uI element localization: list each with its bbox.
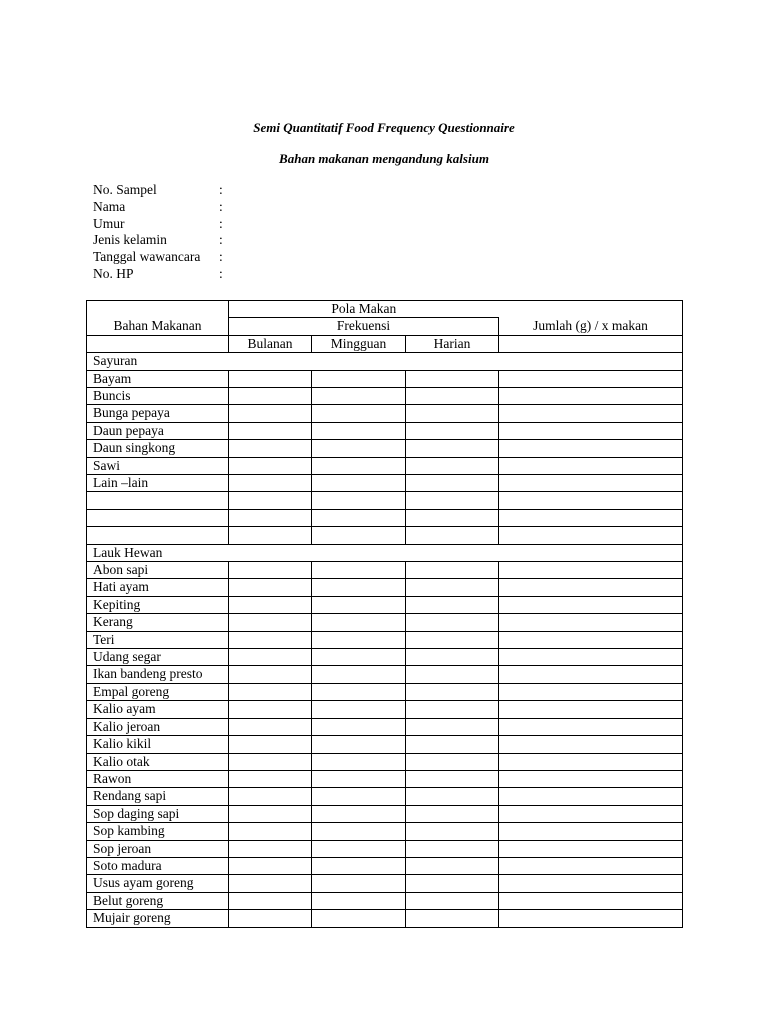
- harian-cell[interactable]: [406, 457, 499, 474]
- header-bulanan: Bulanan: [229, 335, 312, 352]
- jumlah-cell[interactable]: [499, 910, 683, 927]
- mingguan-cell[interactable]: [312, 840, 406, 857]
- bulanan-cell[interactable]: [229, 892, 312, 909]
- food-item-name: Kerang: [87, 614, 229, 631]
- food-item-name: Buncis: [87, 388, 229, 405]
- jumlah-cell[interactable]: [499, 388, 683, 405]
- header-row-main: [87, 318, 683, 335]
- mingguan-cell[interactable]: [312, 736, 406, 753]
- field-row: [93, 182, 229, 199]
- harian-cell[interactable]: [406, 910, 499, 927]
- bulanan-cell[interactable]: [229, 457, 312, 474]
- food-item-row: [87, 457, 683, 474]
- header-row-pola: [87, 301, 683, 318]
- harian-cell[interactable]: [406, 683, 499, 700]
- harian-cell[interactable]: [406, 875, 499, 892]
- field-colon: :: [219, 249, 223, 265]
- bulanan-cell[interactable]: [229, 405, 312, 422]
- food-item-name: [87, 509, 229, 526]
- bulanan-cell[interactable]: [229, 875, 312, 892]
- harian-cell[interactable]: [406, 370, 499, 387]
- header-mingguan: Mingguan: [312, 335, 406, 352]
- mingguan-cell[interactable]: [312, 649, 406, 666]
- harian-cell[interactable]: [406, 823, 499, 840]
- bulanan-cell[interactable]: [229, 492, 312, 509]
- jumlah-cell[interactable]: [499, 666, 683, 683]
- section-label: Sayuran: [87, 353, 683, 370]
- jumlah-cell[interactable]: [499, 562, 683, 579]
- food-item-row: [87, 683, 683, 700]
- food-item-name: Rawon: [87, 770, 229, 787]
- food-item-row: [87, 875, 683, 892]
- header-pola-makan: Pola Makan: [229, 301, 499, 318]
- harian-cell[interactable]: [406, 753, 499, 770]
- mingguan-cell[interactable]: [312, 440, 406, 457]
- food-frequency-table: [86, 300, 683, 928]
- harian-cell[interactable]: [406, 492, 499, 509]
- jumlah-cell[interactable]: [499, 422, 683, 439]
- food-item-name: Bunga pepaya: [87, 405, 229, 422]
- bulanan-cell[interactable]: [229, 370, 312, 387]
- jumlah-cell[interactable]: [499, 805, 683, 822]
- bulanan-cell[interactable]: [229, 475, 312, 492]
- harian-cell[interactable]: [406, 701, 499, 718]
- jumlah-cell[interactable]: [499, 440, 683, 457]
- food-item-row: [87, 857, 683, 874]
- field-colon: :: [219, 215, 223, 231]
- bulanan-cell[interactable]: [229, 910, 312, 927]
- jumlah-cell[interactable]: [499, 892, 683, 909]
- header-jumlah: Jumlah (g) / x makan: [499, 318, 683, 335]
- harian-cell[interactable]: [406, 440, 499, 457]
- harian-cell[interactable]: [406, 596, 499, 613]
- food-item-name: Sawi: [87, 457, 229, 474]
- harian-cell[interactable]: [406, 562, 499, 579]
- bulanan-cell[interactable]: [229, 562, 312, 579]
- jumlah-cell[interactable]: [499, 840, 683, 857]
- harian-cell[interactable]: [406, 666, 499, 683]
- harian-cell[interactable]: [406, 840, 499, 857]
- bulanan-cell[interactable]: [229, 422, 312, 439]
- mingguan-cell[interactable]: [312, 370, 406, 387]
- header-harian: Harian: [406, 335, 499, 352]
- section-row: [87, 544, 683, 561]
- jumlah-cell[interactable]: [499, 614, 683, 631]
- jumlah-cell[interactable]: [499, 457, 683, 474]
- food-item-name: Kalio otak: [87, 753, 229, 770]
- harian-cell[interactable]: [406, 805, 499, 822]
- bulanan-cell[interactable]: [229, 805, 312, 822]
- food-item-name: Empal goreng: [87, 683, 229, 700]
- food-item-name: Soto madura: [87, 857, 229, 874]
- food-item-name: Kalio ayam: [87, 701, 229, 718]
- questionnaire-subtitle: Bahan makanan mengandung kalsium: [279, 151, 489, 166]
- bulanan-cell[interactable]: [229, 509, 312, 526]
- jumlah-cell[interactable]: [499, 509, 683, 526]
- food-item-name: Abon sapi: [87, 562, 229, 579]
- food-item-row: [87, 440, 683, 457]
- food-item-row: [87, 840, 683, 857]
- harian-cell[interactable]: [406, 422, 499, 439]
- header-frekuensi: Frekuensi: [229, 318, 499, 335]
- mingguan-cell[interactable]: [312, 388, 406, 405]
- bulanan-cell[interactable]: [229, 527, 312, 544]
- food-item-row: [87, 579, 683, 596]
- food-item-name: Ikan bandeng presto: [87, 666, 229, 683]
- bulanan-cell[interactable]: [229, 736, 312, 753]
- jumlah-cell[interactable]: [499, 736, 683, 753]
- food-item-row: [87, 910, 683, 927]
- mingguan-cell[interactable]: [312, 492, 406, 509]
- jumlah-cell[interactable]: [499, 370, 683, 387]
- food-item-name: Hati ayam: [87, 579, 229, 596]
- field-label: Umur: [93, 215, 125, 231]
- food-item-row: [87, 701, 683, 718]
- field-row: [93, 199, 229, 216]
- food-item-row: [87, 788, 683, 805]
- field-label: Nama: [93, 198, 126, 214]
- field-row: [93, 266, 229, 283]
- food-item-row: [87, 562, 683, 579]
- mingguan-cell[interactable]: [312, 509, 406, 526]
- harian-cell[interactable]: [406, 770, 499, 787]
- mingguan-cell[interactable]: [312, 457, 406, 474]
- food-item-name: [87, 492, 229, 509]
- jumlah-cell[interactable]: [499, 857, 683, 874]
- jumlah-cell[interactable]: [499, 475, 683, 492]
- food-item-row: [87, 388, 683, 405]
- mingguan-cell[interactable]: [312, 666, 406, 683]
- mingguan-cell[interactable]: [312, 683, 406, 700]
- mingguan-cell[interactable]: [312, 631, 406, 648]
- food-item-row: [87, 805, 683, 822]
- harian-cell[interactable]: [406, 388, 499, 405]
- harian-cell[interactable]: [406, 857, 499, 874]
- harian-cell[interactable]: [406, 649, 499, 666]
- food-item-name: Lain –lain: [87, 475, 229, 492]
- jumlah-cell[interactable]: [499, 492, 683, 509]
- bulanan-cell[interactable]: [229, 753, 312, 770]
- harian-cell[interactable]: [406, 527, 499, 544]
- harian-cell[interactable]: [406, 892, 499, 909]
- mingguan-cell[interactable]: [312, 910, 406, 927]
- food-item-row: [87, 631, 683, 648]
- harian-cell[interactable]: [406, 718, 499, 735]
- jumlah-cell[interactable]: [499, 875, 683, 892]
- harian-cell[interactable]: [406, 631, 499, 648]
- header-blank-left: [87, 301, 229, 318]
- mingguan-cell[interactable]: [312, 475, 406, 492]
- jumlah-cell[interactable]: [499, 753, 683, 770]
- field-colon: :: [219, 232, 223, 248]
- harian-cell[interactable]: [406, 405, 499, 422]
- field-colon: :: [219, 265, 223, 281]
- food-item-row: [87, 422, 683, 439]
- section-row: [87, 353, 683, 370]
- mingguan-cell[interactable]: [312, 701, 406, 718]
- food-item-row: [87, 823, 683, 840]
- bulanan-cell[interactable]: [229, 614, 312, 631]
- harian-cell[interactable]: [406, 614, 499, 631]
- food-item-name: Kalio kikil: [87, 736, 229, 753]
- harian-cell[interactable]: [406, 579, 499, 596]
- food-item-name: [87, 527, 229, 544]
- food-item-row: [87, 370, 683, 387]
- bulanan-cell[interactable]: [229, 770, 312, 787]
- food-item-row: [87, 527, 683, 544]
- jumlah-cell[interactable]: [499, 405, 683, 422]
- food-item-name: Sop daging sapi: [87, 805, 229, 822]
- jumlah-cell[interactable]: [499, 823, 683, 840]
- jumlah-cell[interactable]: [499, 527, 683, 544]
- food-item-row: [87, 892, 683, 909]
- header-row-sub: [87, 335, 683, 352]
- food-item-row: [87, 649, 683, 666]
- harian-cell[interactable]: [406, 475, 499, 492]
- bulanan-cell[interactable]: [229, 840, 312, 857]
- food-item-name: Sop jeroan: [87, 840, 229, 857]
- mingguan-cell[interactable]: [312, 823, 406, 840]
- bulanan-cell[interactable]: [229, 596, 312, 613]
- food-item-row: [87, 475, 683, 492]
- jumlah-cell[interactable]: [499, 770, 683, 787]
- food-item-row: [87, 614, 683, 631]
- field-label: Jenis kelamin: [93, 232, 167, 248]
- bulanan-cell[interactable]: [229, 649, 312, 666]
- field-row: [93, 249, 229, 266]
- food-item-name: Udang segar: [87, 649, 229, 666]
- mingguan-cell[interactable]: [312, 857, 406, 874]
- food-item-name: Daun singkong: [87, 440, 229, 457]
- food-item-name: Usus ayam goreng: [87, 875, 229, 892]
- mingguan-cell[interactable]: [312, 788, 406, 805]
- food-item-row: [87, 596, 683, 613]
- field-colon: :: [219, 198, 223, 214]
- jumlah-cell[interactable]: [499, 683, 683, 700]
- food-item-name: Daun pepaya: [87, 422, 229, 439]
- harian-cell[interactable]: [406, 788, 499, 805]
- header-bahan-makanan: Bahan Makanan: [87, 318, 229, 335]
- field-row: [93, 232, 229, 249]
- bulanan-cell[interactable]: [229, 718, 312, 735]
- mingguan-cell[interactable]: [312, 875, 406, 892]
- bulanan-cell[interactable]: [229, 857, 312, 874]
- mingguan-cell[interactable]: [312, 405, 406, 422]
- mingguan-cell[interactable]: [312, 614, 406, 631]
- header-sub-blank: [499, 335, 683, 352]
- bulanan-cell[interactable]: [229, 579, 312, 596]
- mingguan-cell[interactable]: [312, 753, 406, 770]
- field-label: Tanggal wawancara: [93, 249, 201, 265]
- mingguan-cell[interactable]: [312, 805, 406, 822]
- bulanan-cell[interactable]: [229, 631, 312, 648]
- mingguan-cell[interactable]: [312, 596, 406, 613]
- bulanan-cell[interactable]: [229, 388, 312, 405]
- food-item-row: [87, 666, 683, 683]
- header-blank-right: [499, 301, 683, 318]
- food-item-name: Kalio jeroan: [87, 718, 229, 735]
- questionnaire-title: Semi Quantitatif Food Frequency Questionnaire: [253, 120, 515, 135]
- jumlah-cell[interactable]: [499, 788, 683, 805]
- jumlah-cell[interactable]: [499, 701, 683, 718]
- food-item-row: [87, 736, 683, 753]
- bulanan-cell[interactable]: [229, 440, 312, 457]
- food-item-row: [87, 753, 683, 770]
- bulanan-cell[interactable]: [229, 701, 312, 718]
- jumlah-cell[interactable]: [499, 649, 683, 666]
- field-label: No. Sampel: [93, 182, 157, 197]
- food-item-name: Mujair goreng: [87, 910, 229, 927]
- bulanan-cell[interactable]: [229, 788, 312, 805]
- food-item-name: Sop kambing: [87, 823, 229, 840]
- mingguan-cell[interactable]: [312, 562, 406, 579]
- bulanan-cell[interactable]: [229, 666, 312, 683]
- mingguan-cell[interactable]: [312, 422, 406, 439]
- food-item-name: Bayam: [87, 370, 229, 387]
- respondent-fields: [93, 182, 229, 283]
- food-item-name: Kepiting: [87, 596, 229, 613]
- jumlah-cell[interactable]: [499, 579, 683, 596]
- food-item-row: [87, 718, 683, 735]
- bulanan-cell[interactable]: [229, 683, 312, 700]
- food-item-name: Teri: [87, 631, 229, 648]
- food-item-row: [87, 509, 683, 526]
- harian-cell[interactable]: [406, 736, 499, 753]
- field-colon: :: [219, 182, 223, 197]
- jumlah-cell[interactable]: [499, 596, 683, 613]
- mingguan-cell[interactable]: [312, 770, 406, 787]
- harian-cell[interactable]: [406, 509, 499, 526]
- food-item-row: [87, 492, 683, 509]
- header-sub-blank: [87, 335, 229, 352]
- mingguan-cell[interactable]: [312, 892, 406, 909]
- jumlah-cell[interactable]: [499, 631, 683, 648]
- mingguan-cell[interactable]: [312, 527, 406, 544]
- mingguan-cell[interactable]: [312, 718, 406, 735]
- bulanan-cell[interactable]: [229, 823, 312, 840]
- section-label: Lauk Hewan: [87, 544, 683, 561]
- food-item-name: Rendang sapi: [87, 788, 229, 805]
- food-item-row: [87, 770, 683, 787]
- jumlah-cell[interactable]: [499, 718, 683, 735]
- field-row: [93, 216, 229, 233]
- mingguan-cell[interactable]: [312, 579, 406, 596]
- food-item-name: Belut goreng: [87, 892, 229, 909]
- field-label: No. HP: [93, 265, 134, 281]
- food-item-row: [87, 405, 683, 422]
